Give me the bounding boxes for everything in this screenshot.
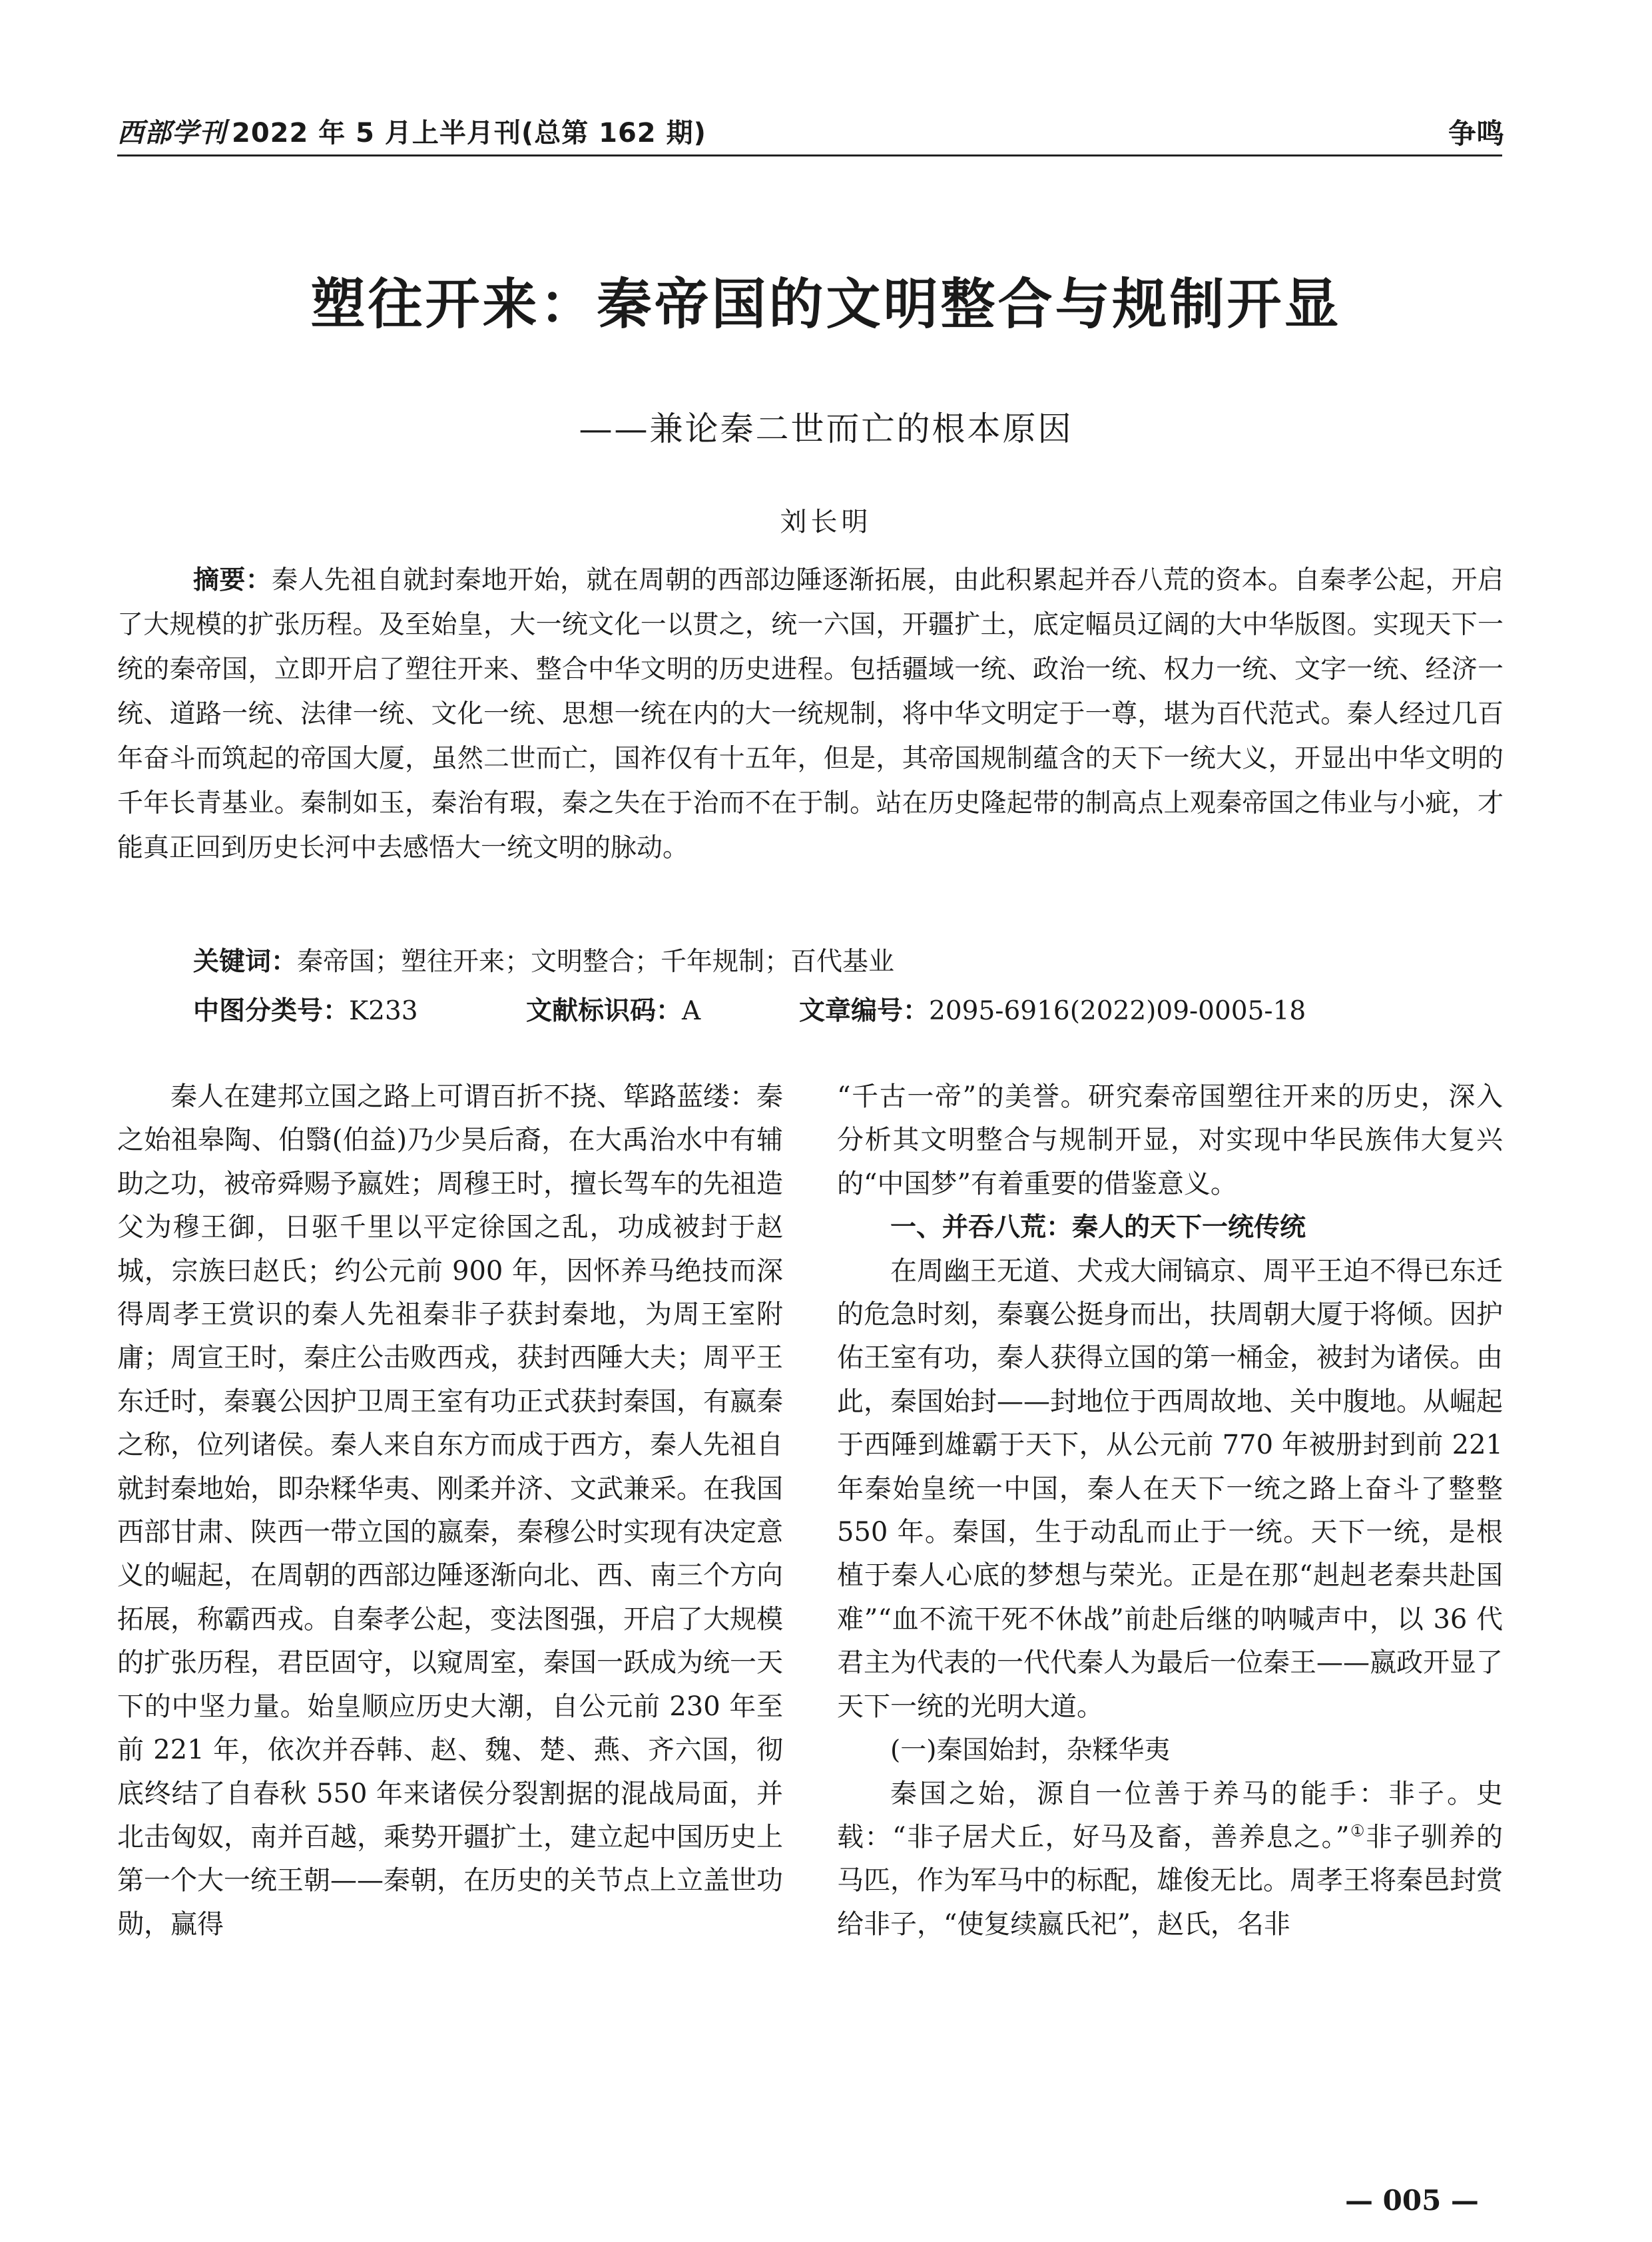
abstract-label: 摘要： — [193, 565, 272, 595]
body-paragraph: “千古一帝”的美誉。研究秦帝国塑往开来的历史，深入分析其文明整合与规制开显，对实现中华民族伟大复兴的“中国梦”有着重要的借鉴意义。 — [837, 1081, 1503, 1199]
subsection-heading: (一)秦国始封，杂糅华夷 — [890, 1735, 1171, 1766]
article-subtitle: ——兼论秦二世而亡的根本原因 — [579, 410, 1073, 448]
article-number-value: 2095-6916(2022)09-0005-18 — [929, 996, 1306, 1026]
body-column-left — [117, 1075, 783, 1946]
header-rule — [117, 154, 1502, 156]
footnote-marker[interactable]: ① — [1349, 1821, 1366, 1840]
journal-logo: 西部学刊 — [117, 117, 226, 148]
clc-number — [193, 990, 418, 1027]
section-label: 争鸣 — [1448, 117, 1504, 150]
issue-info: 2022 年 5 月上半月刊(总第 162 期) — [232, 118, 706, 148]
body-paragraph: 秦人在建邦立国之路上可谓百折不挠、筚路蓝缕：秦之始祖皋陶、伯翳(伯益)乃少昊后裔，在大禹治水中有辅助之功，被帝舜赐予嬴姓；周穆王时，擅长驾车的先祖造父为穆王御，日驱千里以平定徐国之乱，功成被封于赵城，宗族曰赵氏；约公元前 900 年，因怀养马绝技而深得周孝王赏识的秦人先祖秦非子获封秦地，为周王室附庸；周宣王时，秦庄公击败西戎，获封西陲大夫；周平王东迁时，秦襄公因护卫周王室有功正式获封秦国，有嬴秦之称，位列诸侯。秦人来自东方而成于西方，秦人先祖自就封秦地始，即杂糅华夷、刚柔并济、文武兼采。在我国西部甘肃、陕西一带立国的嬴秦，秦穆公时实现有决定意义的崛起，在周朝的西部边陲逐渐向北、西、南三个方向拓展，称霸西戎。自秦孝公起，变法图强，开启了大规模的扩张历程，君臣固守，以窥周室，秦国一跃成为统一天下的中坚力量。始皇顺应历史大潮，自公元前 230 年至前 221 年，依次并吞韩、赵、魏、楚、燕、齐六国，彻底终结了自春秋 550 年来诸侯分裂割据的混战局面，并北击匈奴，南并百越，乘势开疆扩土，建立起中国历史上第一个大一统王朝——秦朝，在历史的关节点上立盖世功勋，赢得 — [117, 1081, 783, 1940]
keywords — [193, 941, 894, 978]
running-header — [117, 112, 706, 150]
paragraph-text: 非子驯养的马匹，作为军马中的标配，雄俊无比。周孝王将秦邑封赏给非子，“使复续嬴氏祀”，赵氏，名非 — [837, 1821, 1504, 1940]
article-number-label: 文章编号： — [799, 996, 930, 1026]
author-name: 刘长明 — [780, 507, 872, 537]
article-number — [799, 990, 1306, 1027]
keywords-text: 秦帝国；塑往开来；文明整合；千年规制；百代基业 — [297, 947, 895, 977]
document-code — [526, 990, 700, 1027]
doc-code-value: A — [682, 996, 701, 1026]
abstract — [117, 558, 1504, 870]
article-title: 塑往开来：秦帝国的文明整合与规制开显 — [310, 272, 1342, 336]
paragraph-text: 秦国之始，源自一位善于养马的能手：非子。史载：“非子居犬丘，好马及畜，善养息之。” — [837, 1778, 1503, 1852]
keywords-label: 关键词： — [193, 947, 298, 977]
abstract-text: 秦人先祖自就封秦地开始，就在周朝的西部边陲逐渐拓展，由此积累起并吞八荒的资本。自秦孝公起，开启了大规模的扩张历程。及至始皇，大一统文化一以贯之，统一六国，开疆扩土，底定幅员辽阔的大中华版图。实现天下一统的秦帝国，立即开启了塑往开来、整合中华文明的历史进程。包括疆域一统、政治一统、权力一统、文字一统、经济一统、道路一统、法律一统、文化一统、思想一统在内的大一统规制，将中华文明定于一尊，堪为百代范式。秦人经过几百年奋斗而筑起的帝国大厦，虽然二世而亡，国祚仅有十五年，但是，其帝国规制蕴含的天下一统大义，开显出中华文明的千年长青基业。秦制如玉，秦治有瑕，秦之失在于治而不在于制。站在历史隆起带的制高点上观秦帝国之伟业与小疵，才能真正回到历史长河中去感悟大一统文明的脉动。 — [117, 565, 1504, 863]
body-column-right — [837, 1075, 1503, 1946]
clc-label: 中图分类号： — [193, 996, 350, 1026]
body-paragraph — [837, 1773, 1503, 1947]
section-heading: 一、并吞八荒：秦人的天下一统传统 — [890, 1213, 1306, 1243]
doc-code-label: 文献标识码： — [526, 996, 683, 1026]
clc-value: K233 — [349, 996, 418, 1026]
page-number: — 005 — — [1345, 2184, 1479, 2217]
body-paragraph: 在周幽王无道、犬戎大闹镐京、周平王迫不得已东迁的危急时刻，秦襄公挺身而出，扶周朝大厦于将倾。因护佑王室有功，秦人获得立国的第一桶金，被封为诸侯。由此，秦国始封——封地位于西周故地、关中腹地。从崛起于西陲到雄霸于天下，从公元前 770 年被册封到前 221 年秦始皇统一中国，秦人在天下一统之路上奋斗了整整 550 年。秦国，生于动乱而止于一统。天下一统，是根植于秦人心底的梦想与荣光。正是在那“赳赳老秦共赴国难”“血不流干死不休战”前赴后继的呐喊声中，以 36 代君主为代表的一代代秦人为最后一位秦王——嬴政开显了天下一统的光明大道。 — [837, 1255, 1503, 1722]
